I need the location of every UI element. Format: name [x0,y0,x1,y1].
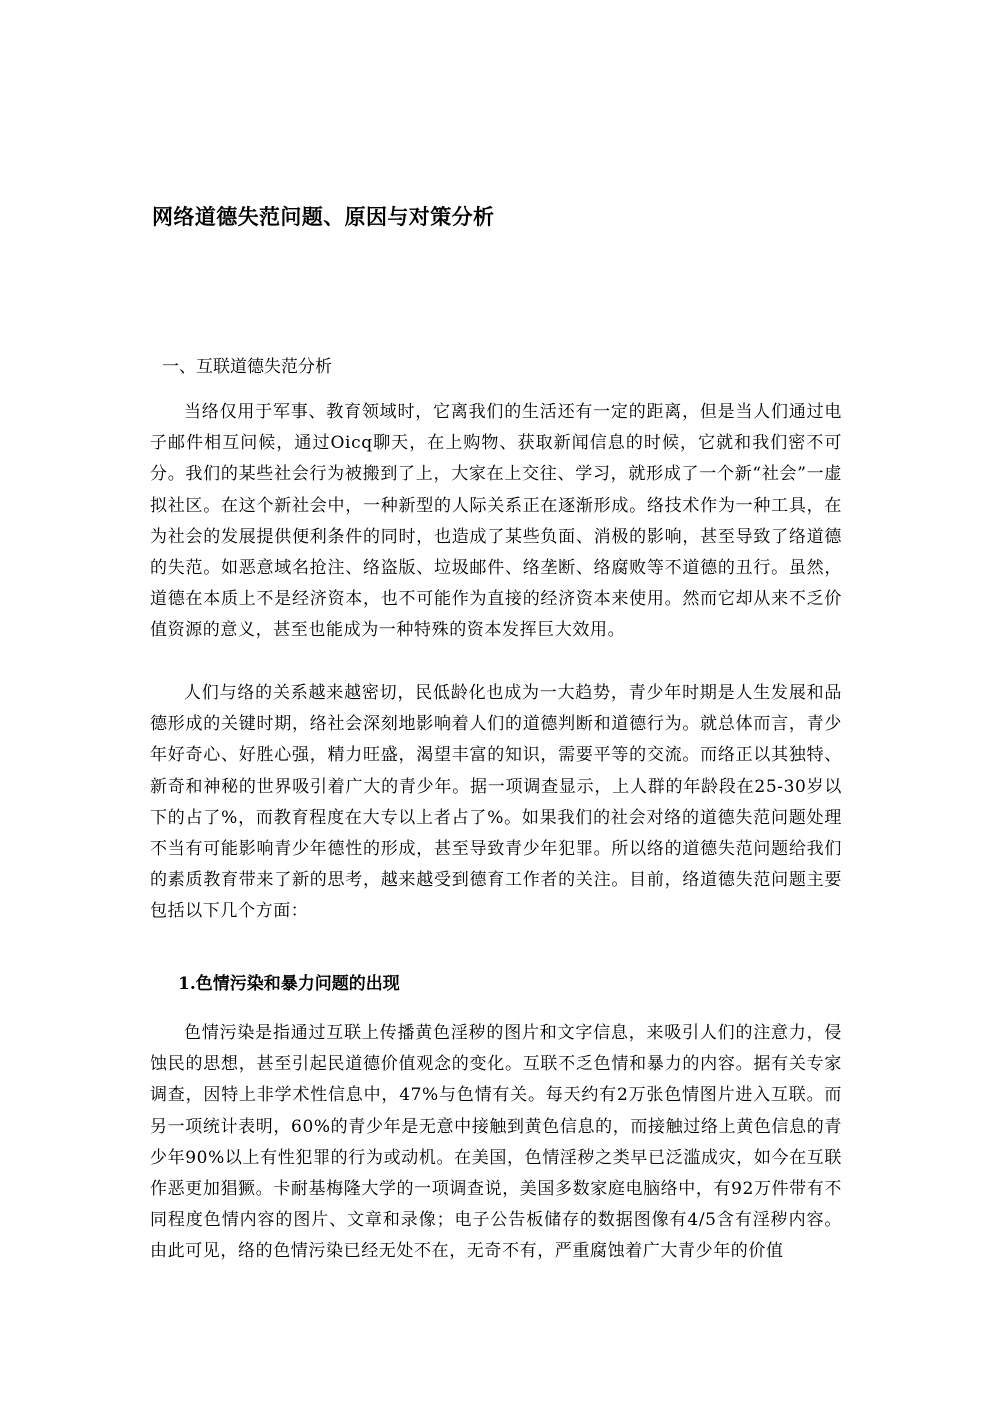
body-paragraph: 色情污染是指通过互联上传播黄色淫秽的图片和文字信息，来吸引人们的注意力，侵蚀民的思想，甚至引起民道德价值观念的变化。互联不乏色情和暴力的内容。据有关专家调查，因特上非学术性信息中，47%与色情有关。每天约有2万张色情图片进入互联。而另一项统计表明，60%的青少年是无意中接触到黄色信息的，而接触过络上黄色信息的青少年90%以上有性犯罪的行为或动机。在美国，色情淫秽之类早已泛滥成灾，如今在互联作恶更加猖獗。卡耐基梅隆大学的一项调查说，美国多数家庭电脑络中，有92万件带有不同程度色情内容的图片、文章和录像；电子公告板储存的数据图像有4/5含有淫秽内容。由此可见，络的色情污染已经无处不在，无奇不有，严重腐蚀着广大青少年的价值 [150,1023,842,1262]
document-title: 网络道德失范问题、原因与对策分析 [152,204,495,229]
body-paragraph: 人们与络的关系越来越密切，民低龄化也成为一大趋势，青少年时期是人生发展和品德形成的关键时期，络社会深刻地影响着人们的道德判断和道德行为。就总体而言，青少年好奇心、好胜心强，精力旺盛，渴望丰富的知识，需要平等的交流。而络正以其独特、新奇和神秘的世界吸引着广大的青少年。据一项调查显示，上人群的年龄段在25-30岁以下的占了%，而教育程度在大专以上者占了%。如果我们的社会对络的道德失范问题处理不当有可能影响青少年德性的形成，甚至导致青少年犯罪。所以络的道德失范问题给我们的素质教育带来了新的思考，越来越受到德育工作者的关注。目前，络道德失范问题主要包括以下几个方面： [150,683,842,922]
section-heading: 一、互联道德失范分析 [162,357,332,377]
body-paragraph: 当络仅用于军事、教育领域时，它离我们的生活还有一定的距离，但是当人们通过电子邮件相互问候，通过Oicq聊天，在上购物、获取新闻信息的时候，它就和我们密不可分。我们的某些社会行为被搬到了上，大家在上交往、学习，就形成了一个新“社会”一虚拟社区。在这个新社会中，一种新型的人际关系正在逐渐形成。络技术作为一种工具，在为社会的发展提供便利条件的同时，也造成了某些负面、消极的影响，甚至导致了络道德的失范。如恶意域名抢注、络盗版、垃圾邮件、络垄断、络腐败等不道德的丑行。虽然，道德在本质上不是经济资本，也不可能作为直接的经济资本来使用。然而它却从来不乏价值资源的意义，甚至也能成为一种特殊的资本发挥巨大效用。 [150,402,842,641]
subsection-heading: 1.色情污染和暴力问题的出现 [178,974,400,994]
